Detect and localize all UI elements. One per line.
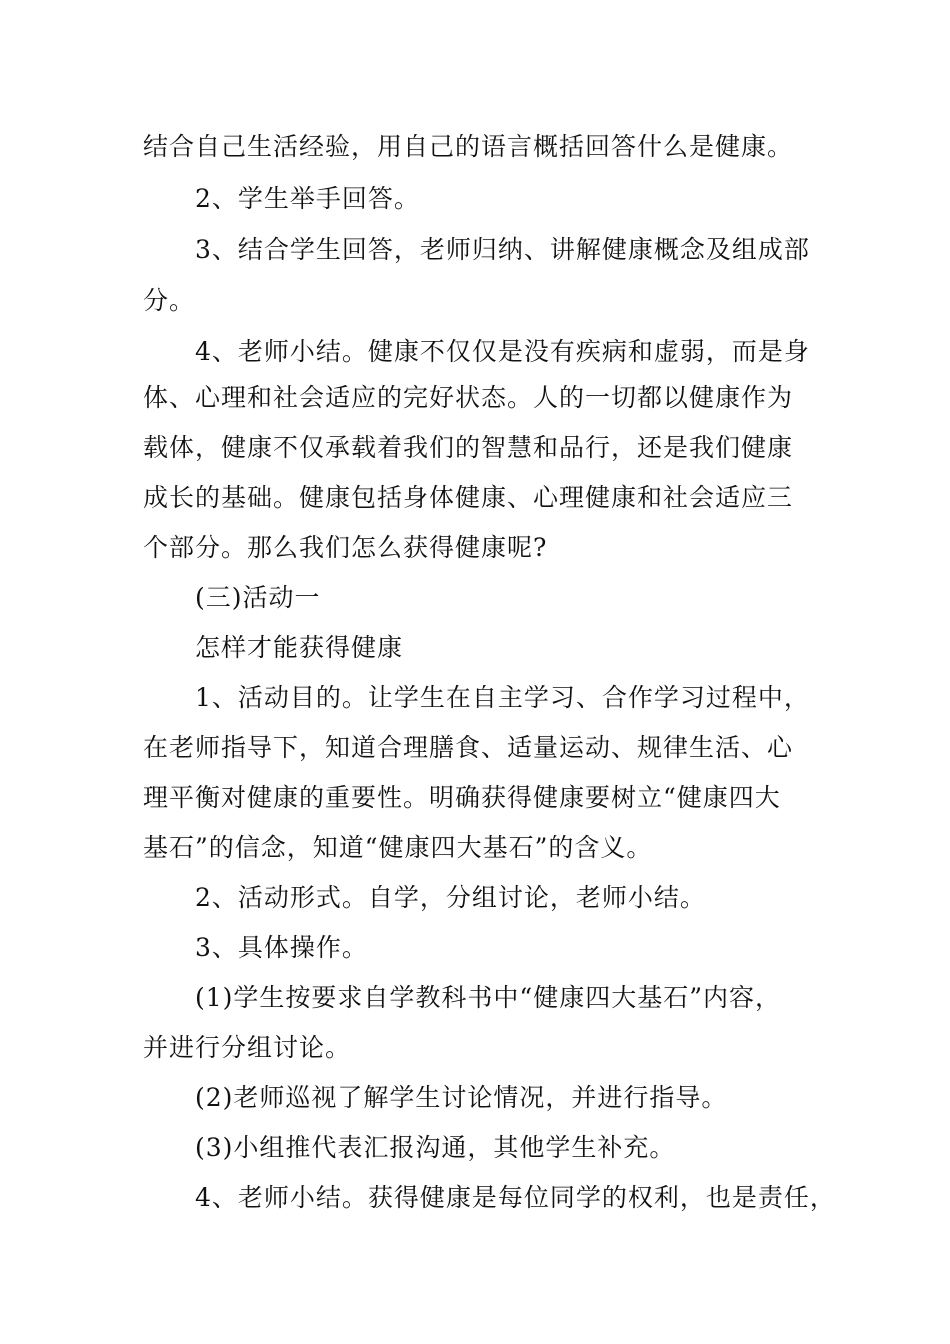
text-line-15: 基石”的信念，知道“健康四大基石”的含义。 [143, 833, 653, 862]
text-line-5: 4、老师小结。健康不仅仅是没有疾病和虚弱，而是身 [195, 337, 810, 366]
text-line-7: 载体，健康不仅承载着我们的智慧和品行，还是我们健康 [143, 433, 794, 462]
text-line-4: 分。 [143, 286, 196, 315]
text-line-18: (1)学生按要求自学教科书中“健康四大基石”内容， [195, 983, 781, 1012]
text-line-17: 3、具体操作。 [195, 933, 368, 962]
text-line-1: 结合自己生活经验，用自己的语言概括回答什么是健康。 [143, 132, 794, 161]
section-heading: (三)活动一 [195, 583, 321, 612]
text-line-2: 2、学生举手回答。 [195, 184, 420, 213]
text-line-3: 3、结合学生回答，老师归纳、讲解健康概念及组成部 [195, 235, 810, 264]
text-line-22: 4、老师小结。获得健康是每位同学的权利，也是责任， [195, 1183, 836, 1212]
text-line-21: (3)小组推代表汇报沟通，其他学生补充。 [195, 1133, 676, 1162]
text-line-19: 并进行分组讨论。 [143, 1033, 352, 1062]
text-line-14: 理平衡对健康的重要性。明确获得健康要树立“健康四大 [143, 783, 781, 812]
text-line-6: 体、心理和社会适应的完好状态。人的一切都以健康作为 [143, 383, 794, 412]
text-line-16: 2、活动形式。自学，分组讨论，老师小结。 [195, 883, 706, 912]
text-line-13: 在老师指导下，知道合理膳食、适量运动、规律生活、心 [143, 733, 794, 762]
text-line-20: (2)老师巡视了解学生讨论情况，并进行指导。 [195, 1083, 728, 1112]
activity-title: 怎样才能获得健康 [195, 633, 404, 662]
text-line-8: 成长的基础。健康包括身体健康、心理健康和社会适应三 [143, 483, 794, 512]
text-line-12: 1、活动目的。让学生在自主学习、合作学习过程中， [195, 683, 810, 712]
text-line-9: 个部分。那么我们怎么获得健康呢? [143, 533, 548, 562]
